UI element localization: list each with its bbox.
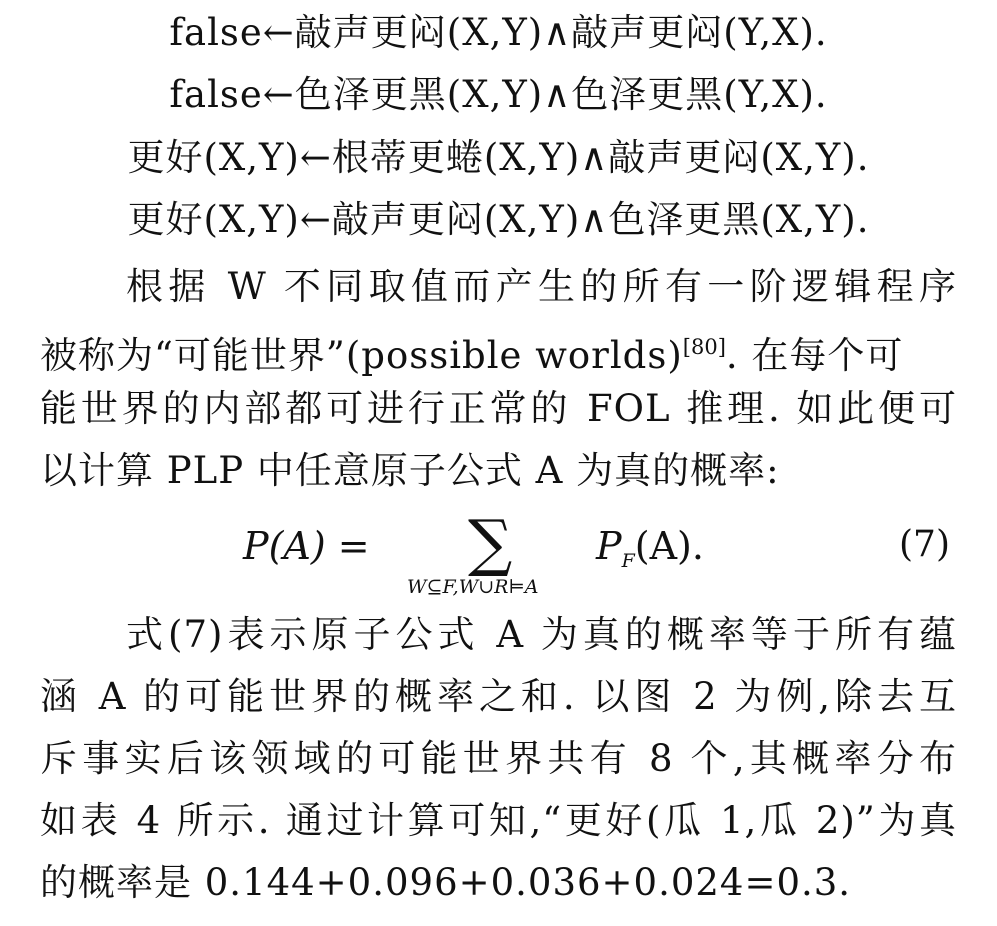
paragraph1-line2 — [40, 322, 957, 377]
equation-rhs-p: P — [596, 524, 622, 568]
paragraph2-line1: 式(7)表示原子公式 A 为真的概率等于所有蕴 — [126, 613, 957, 656]
paragraph1-line2-text: 被称为“可能世界”(possible worlds) — [40, 334, 683, 377]
equation-7 — [0, 506, 997, 602]
paragraph1-line3: 能世界的内部都可进行正常的 FOL 推理. 如此便可 — [40, 387, 957, 430]
logic-rule-4: 更好(X,Y)←敲声更闷(X,Y)∧色泽更黑(X,Y). — [127, 198, 870, 241]
equation-rhs-tail: (A). — [634, 524, 704, 568]
paragraph1-line1: 根据 W 不同取值而产生的所有一阶逻辑程序 — [126, 265, 957, 308]
equation-rhs-subscript: F — [621, 550, 635, 572]
summation-symbol: ∑ — [468, 506, 513, 579]
paragraph2-line5: 的概率是 0.144+0.096+0.036+0.024=0.3. — [40, 861, 852, 904]
equation-lhs: P(A) = — [243, 524, 370, 568]
paragraph1-line4: 以计算 PLP 中任意原子公式 A 为真的概率: — [40, 449, 780, 492]
equation-number: (7) — [899, 524, 950, 565]
paragraph2-line3: 斥事实后该领域的可能世界共有 8 个,其概率分布 — [40, 737, 957, 780]
summation-subscript: W⊆F,W∪R⊨A — [407, 576, 539, 598]
logic-rule-3: 更好(X,Y)←根蒂更蜷(X,Y)∧敲声更闷(X,Y). — [127, 136, 870, 179]
logic-rule-2: false←色泽更黑(X,Y)∧色泽更黑(Y,X). — [169, 73, 828, 116]
equation-rhs — [596, 524, 704, 572]
logic-rule-1: false←敲声更闷(X,Y)∧敲声更闷(Y,X). — [169, 11, 828, 54]
citation-ref: [80] — [682, 335, 726, 359]
paragraph2-line2: 涵 A 的可能世界的概率之和. 以图 2 为例,除去互 — [40, 675, 957, 718]
paragraph1-line2-tail: . 在每个可 — [725, 334, 904, 377]
paragraph2-line4: 如表 4 所示. 通过计算可知,“更好(瓜 1,瓜 2)”为真 — [40, 799, 957, 842]
